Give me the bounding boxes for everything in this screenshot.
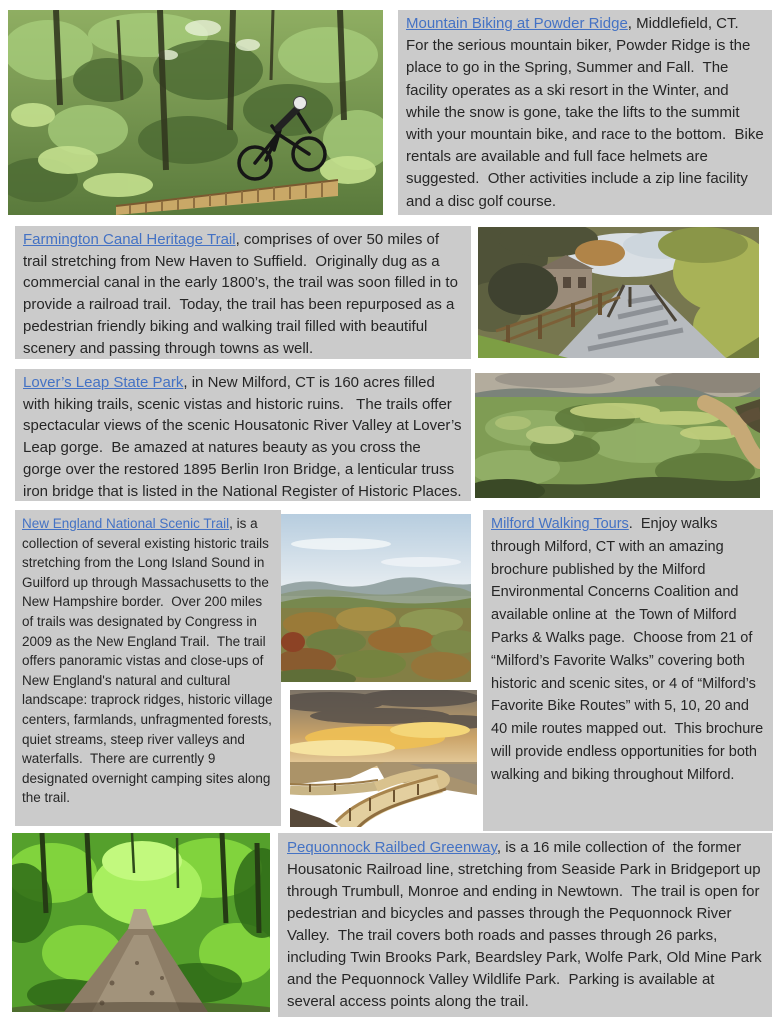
new-england-body: , is a collection of several existing historic trails stretching from the Long Island Sound in Guilford up through Massachusetts to the New Hampshire border. Over 200 miles of trails was designated by Congress in 2009 as the New England Trail. The trail offers panoramic vistas and close-ups of New England's natural and cultural landscape: traprock ridges, historic village centers, farmlands, unfragmented forests, quiet streams, steep river valleys and waterfalls. There are currently 9 designated overnight camping sites along the trail.: [22, 516, 277, 806]
farmington-textbox: [15, 226, 471, 359]
milford-link[interactable]: Milford Walking Tours: [491, 516, 629, 532]
pequonnock-textbox: [278, 833, 772, 1017]
forest-trail-photo: [12, 833, 270, 1012]
farmington-link[interactable]: Farmington Canal Heritage Trail: [23, 231, 236, 248]
new-england-textbox: [15, 510, 281, 826]
powder-ridge-textbox: [398, 10, 772, 215]
pequonnock-body: , is a 16 mile collection of the former Housatonic Railroad line, stretching from Seaside Park in Bridgeport up through Trumbull, Monroe and ending in Newtown. The trail is open for pedestrian and bicycles and passes through the Pequonnock River Valley. The trail covers both roads and passes through 26 parks, including Twin Brooks Park, Beardsley Park, Wolfe Park, Old Mine Park and the Pequonnock Valley Wildlife Park. Parking is available at several access points along the trail.: [287, 839, 766, 1010]
pequonnock-link[interactable]: Pequonnock Railbed Greenway: [287, 839, 497, 856]
new-england-link[interactable]: New England National Scenic Trail: [22, 516, 230, 531]
powder-ridge-body: , Middlefield, CT. For the serious mountain biker, Powder Ridge is the place to go in the Spring, Summer and Fall. The facility operates as a ski resort in the Winter, and while the snow is gone, take the lifts to the summit with your mountain bike, and race to the bottom. Bike rentals are available and full face helmets are suggested. Other activities include a zip line facility and a disc golf course.: [406, 15, 768, 210]
lovers-leap-link[interactable]: Lover’s Leap State Park: [23, 374, 184, 391]
lovers-leap-photo: [475, 373, 760, 498]
lovers-leap-textbox: [15, 369, 471, 501]
boardwalk-photo: [290, 690, 477, 827]
milford-textbox: [483, 510, 773, 831]
powder-ridge-photo: [8, 10, 383, 215]
powder-ridge-link[interactable]: Mountain Biking at Powder Ridge: [406, 15, 628, 32]
farmington-photo: [478, 227, 759, 358]
milford-body: . Enjoy walks through Milford, CT with an amazing brochure published by the Milford Environmental Concerns Coalition and available online at the Town of Milford Parks & Walks page. Choose from 21 of “Milford’s Favorite Walks” covering both historic and scenic sites, or 4 of “Milford’s Favorite Bike Routes” with 5, 10, 20 and 40 mile routes mapped out. This brochure will provide endless opportunities for both walking and biking throughout Milford.: [491, 516, 768, 783]
vista-photo: [281, 514, 471, 682]
farmington-body: , comprises of over 50 miles of trail stretching from New Haven to Suffield. Originally dug as a commercial canal in the early 1800’s, the trail was soon filled in to provide a railroad trail. Today, the trail has been repurposed as a pedestrian friendly biking and walking trail filled with beautiful scenery and passing through towns as well.: [23, 231, 463, 357]
lovers-leap-body: , in New Milford, CT is 160 acres filled with hiking trails, scenic vistas and historic ruins. The trails offer spectacular views of the scenic Housatonic River Valley at Lover’s Leap gorge. Be amazed at natures beauty as you cross the gorge over the restored 1895 Berlin Iron Bridge, a lenticular truss iron bridge that is listed in the National Register of Historic Places.: [23, 374, 466, 500]
